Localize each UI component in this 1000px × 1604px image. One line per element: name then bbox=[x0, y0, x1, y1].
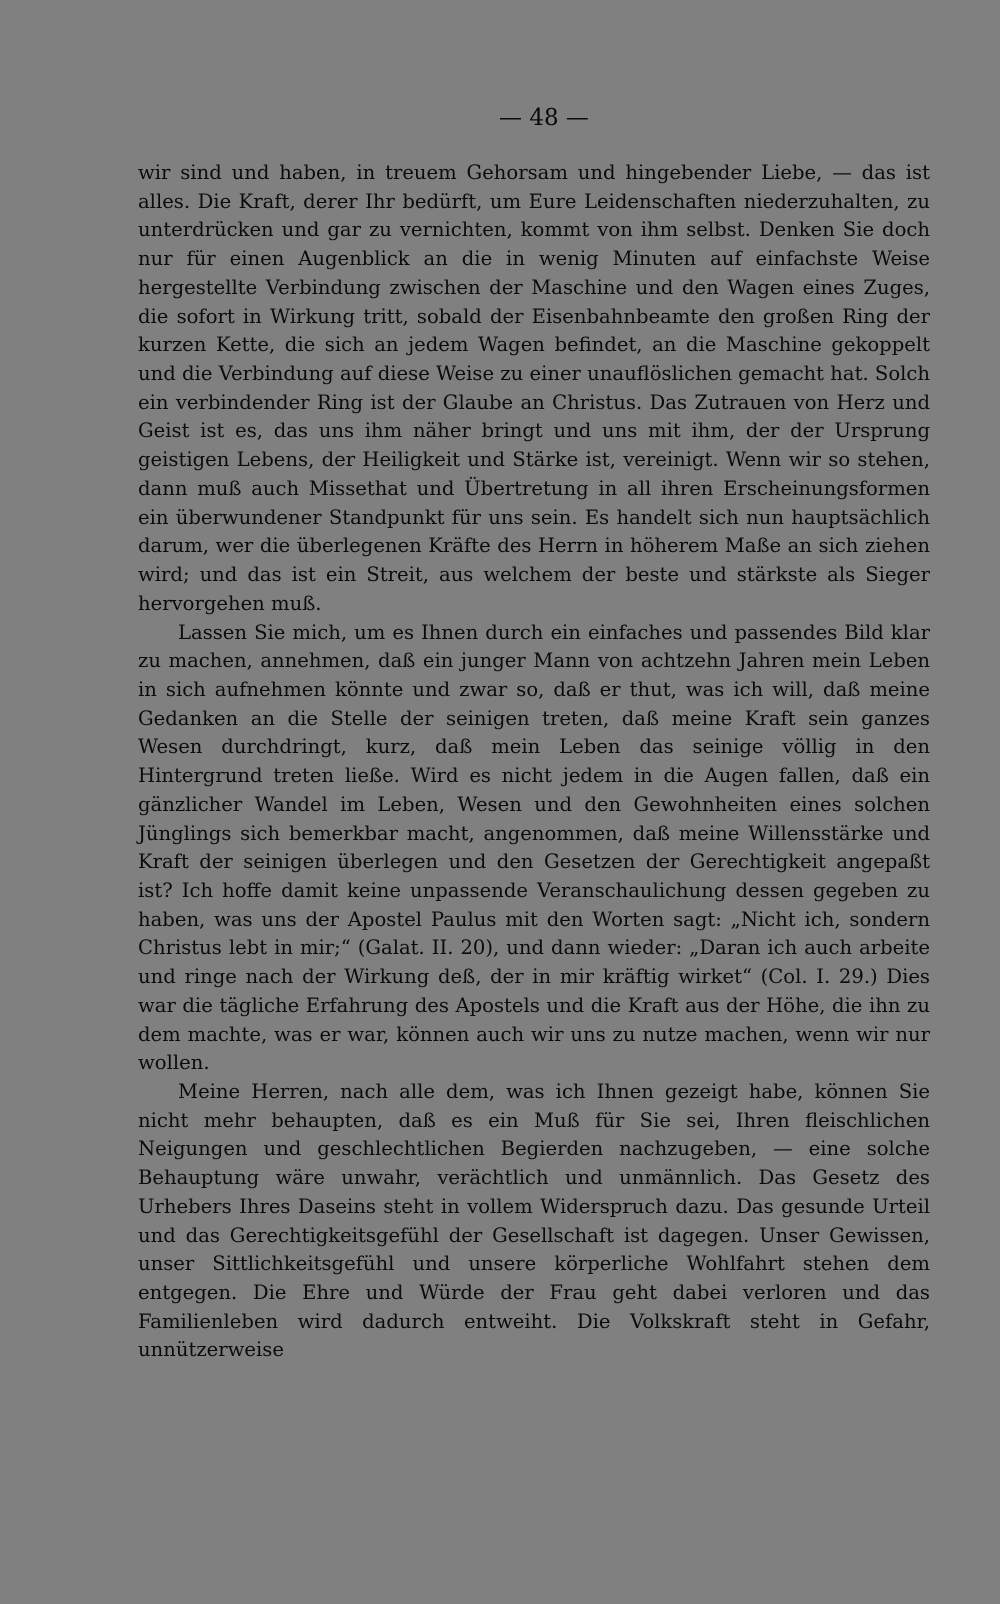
paragraph: wir sind und haben, in treuem Gehorsam und hingebender Liebe, — das ist alles. Die Kraft, derer Ihr bedürft, um Eure Leidenschaften niederzuhalten, zu unterdrücken und gar zu vernichten, kommt von ihm selbst. Denken Sie doch nur für einen Augenblick an die in wenig Minuten auf einfachste Weise hergestellte Verbindung zwischen der Maschine und den Wagen eines Zuges, die sofort in Wirkung tritt, sobald der Eisenbahnbeamte den großen Ring der kurzen Kette, die sich an jedem Wagen befindet, an die Maschine gekoppelt und die Verbindung auf diese Weise zu einer unauflöslichen gemacht hat. Solch ein verbindender Ring ist der Glaube an Christus. Das Zutrauen von Herz und Geist ist es, das uns ihm näher bringt und uns mit ihm, der der Ursprung geistigen Lebens, der Heiligkeit und Stärke ist, vereinigt. Wenn wir so stehen, dann muß auch Missethat und Übertretung in all ihren Erscheinungsformen ein überwundener Standpunkt für uns sein. Es handelt sich nun hauptsächlich darum, wer die überlegenen Kräfte des Herrn in höherem Maße an sich ziehen wird; und das ist ein Streit, aus welchem der beste und stärkste als Sieger hervorgehen muß. bbox=[138, 161, 930, 615]
paragraph: Lassen Sie mich, um es Ihnen durch ein einfaches und passendes Bild klar zu machen, annehmen, daß ein junger Mann von achtzehn Jahren mein Leben in sich aufnehmen könnte und zwar so, daß er thut, was ich will, daß meine Gedanken an die Stelle der seinigen treten, daß meine Kraft sein ganzes Wesen durchdringt, kurz, daß mein Leben das seinige völlig in den Hintergrund treten ließe. Wird es nicht jedem in die Augen fallen, daß ein gänzlicher Wandel im Leben, Wesen und den Gewohnheiten eines solchen Jünglings sich bemerkbar macht, angenommen, daß meine Willensstärke und Kraft der seinigen überlegen und den Gesetzen der Gerechtigkeit angepaßt ist? Ich hoffe damit keine unpassende Veranschaulichung dessen gegeben zu haben, was uns der Apostel Paulus mit den Worten sagt: „Nicht ich, sondern Christus lebt in mir;“ (Galat. II. 20), und dann wieder: „Daran ich auch arbeite und ringe nach der Wirkung deß, der in mir kräftig wirket“ (Col. I. 29.) Dies war die tägliche Erfahrung des Apostels und die Kraft aus der Höhe, die ihn zu dem machte, was er war, können auch wir uns zu nutze machen, wenn wir nur wollen. bbox=[138, 620, 930, 1075]
page-number: — 48 — bbox=[499, 105, 589, 131]
page-body bbox=[138, 159, 930, 1365]
paragraph: Meine Herren, nach alle dem, was ich Ihnen gezeigt habe, können Sie nicht mehr behaupten, daß es ein Muß für Sie sei, Ihren fleischlichen Neigungen und geschlechtlichen Begierden nachzugeben, — eine solche Behauptung wäre unwahr, verächtlich und unmännlich. Das Gesetz des Urhebers Ihres Daseins steht in vollem Widerspruch dazu. Das gesunde Urteil und das Gerechtigkeitsgefühl der Gesellschaft ist dagegen. Unser Gewissen, unser Sittlichkeitsgefühl und unsere körperliche Wohlfahrt stehen dem entgegen. Die Ehre und Würde der Frau geht dabei verloren und das Familienleben wird dadurch entweiht. Die Volkskraft steht in Gefahr, unnützerweise bbox=[138, 1080, 930, 1362]
